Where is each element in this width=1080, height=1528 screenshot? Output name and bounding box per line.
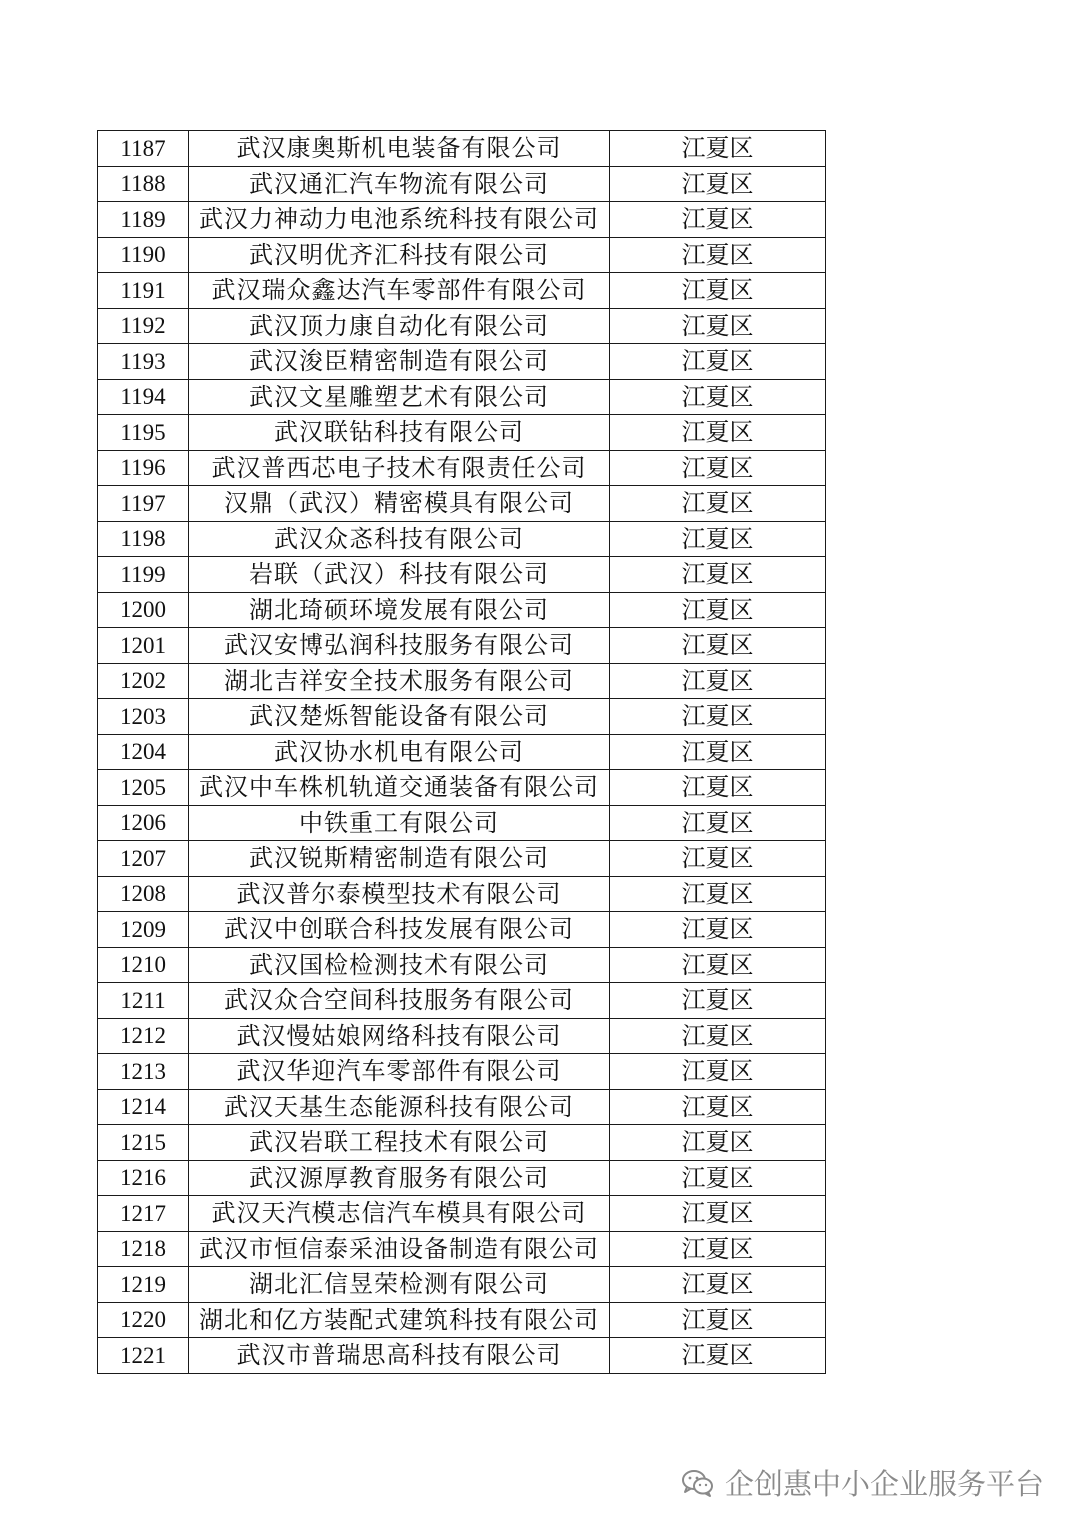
district: 江夏区 — [610, 1089, 826, 1125]
district: 江夏区 — [610, 1054, 826, 1090]
table-row — [98, 1196, 826, 1232]
table-row — [98, 983, 826, 1019]
district: 江夏区 — [610, 237, 826, 273]
company-name: 岩联（武汉）科技有限公司 — [189, 557, 610, 593]
row-number: 1195 — [98, 415, 189, 451]
table-row — [98, 628, 826, 664]
company-name: 武汉岩联工程技术有限公司 — [189, 1125, 610, 1161]
row-number: 1194 — [98, 379, 189, 415]
table-row — [98, 237, 826, 273]
district: 江夏区 — [610, 1196, 826, 1232]
table-row — [98, 1267, 826, 1303]
table-row — [98, 486, 826, 522]
watermark-text: 企创惠中小企业服务平台 — [724, 1467, 1044, 1501]
district: 江夏区 — [610, 202, 826, 238]
district: 江夏区 — [610, 983, 826, 1019]
district: 江夏区 — [610, 521, 826, 557]
table-row — [98, 699, 826, 735]
row-number: 1191 — [98, 273, 189, 309]
company-name: 武汉协水机电有限公司 — [189, 734, 610, 770]
district: 江夏区 — [610, 1302, 826, 1338]
table-row — [98, 1018, 826, 1054]
company-name: 武汉明优齐汇科技有限公司 — [189, 237, 610, 273]
table-row — [98, 273, 826, 309]
district: 江夏区 — [610, 663, 826, 699]
company-name: 汉鼎（武汉）精密模具有限公司 — [189, 486, 610, 522]
table-body — [98, 131, 826, 1374]
company-list-table — [97, 130, 826, 1374]
table-row — [98, 1338, 826, 1374]
table-row — [98, 734, 826, 770]
table-row — [98, 912, 826, 948]
company-name: 武汉通汇汽车物流有限公司 — [189, 166, 610, 202]
table-row — [98, 415, 826, 451]
district: 江夏区 — [610, 770, 826, 806]
table-row — [98, 592, 826, 628]
company-name: 武汉康奥斯机电装备有限公司 — [189, 131, 610, 167]
district: 江夏区 — [610, 1018, 826, 1054]
row-number: 1211 — [98, 983, 189, 1019]
district: 江夏区 — [610, 1160, 826, 1196]
row-number: 1202 — [98, 663, 189, 699]
company-name: 湖北汇信昱荣检测有限公司 — [189, 1267, 610, 1303]
district: 江夏区 — [610, 699, 826, 735]
row-number: 1203 — [98, 699, 189, 735]
district: 江夏区 — [610, 131, 826, 167]
district: 江夏区 — [610, 805, 826, 841]
row-number: 1187 — [98, 131, 189, 167]
table-row — [98, 308, 826, 344]
district: 江夏区 — [610, 415, 826, 451]
table-row — [98, 841, 826, 877]
row-number: 1215 — [98, 1125, 189, 1161]
district: 江夏区 — [610, 876, 826, 912]
table-row — [98, 166, 826, 202]
row-number: 1218 — [98, 1231, 189, 1267]
district: 江夏区 — [610, 450, 826, 486]
district: 江夏区 — [610, 308, 826, 344]
company-name: 武汉天汽模志信汽车模具有限公司 — [189, 1196, 610, 1232]
company-name: 武汉源厚教育服务有限公司 — [189, 1160, 610, 1196]
table-row — [98, 1125, 826, 1161]
row-number: 1220 — [98, 1302, 189, 1338]
district: 江夏区 — [610, 1338, 826, 1374]
district: 江夏区 — [610, 734, 826, 770]
row-number: 1189 — [98, 202, 189, 238]
company-name: 武汉天基生态能源科技有限公司 — [189, 1089, 610, 1125]
table-row — [98, 770, 826, 806]
table-row — [98, 202, 826, 238]
district: 江夏区 — [610, 912, 826, 948]
district: 江夏区 — [610, 379, 826, 415]
table-row — [98, 1160, 826, 1196]
table-row — [98, 947, 826, 983]
table-row — [98, 379, 826, 415]
district: 江夏区 — [610, 1267, 826, 1303]
row-number: 1214 — [98, 1089, 189, 1125]
table-row — [98, 450, 826, 486]
table-row — [98, 521, 826, 557]
company-name: 中铁重工有限公司 — [189, 805, 610, 841]
company-name: 武汉中车株机轨道交通装备有限公司 — [189, 770, 610, 806]
row-number: 1212 — [98, 1018, 189, 1054]
company-name: 武汉浚臣精密制造有限公司 — [189, 344, 610, 380]
company-name: 湖北和亿方装配式建筑科技有限公司 — [189, 1302, 610, 1338]
row-number: 1198 — [98, 521, 189, 557]
watermark — [681, 1462, 1044, 1503]
table-row — [98, 805, 826, 841]
row-number: 1200 — [98, 592, 189, 628]
table-row — [98, 1089, 826, 1125]
company-name: 武汉楚烁智能设备有限公司 — [189, 699, 610, 735]
district: 江夏区 — [610, 344, 826, 380]
row-number: 1197 — [98, 486, 189, 522]
row-number: 1190 — [98, 237, 189, 273]
row-number: 1213 — [98, 1054, 189, 1090]
district: 江夏区 — [610, 592, 826, 628]
company-name: 湖北吉祥安全技术服务有限公司 — [189, 663, 610, 699]
row-number: 1217 — [98, 1196, 189, 1232]
row-number: 1219 — [98, 1267, 189, 1303]
district: 江夏区 — [610, 1231, 826, 1267]
company-name: 武汉众合空间科技服务有限公司 — [189, 983, 610, 1019]
company-name: 武汉普尔泰模型技术有限公司 — [189, 876, 610, 912]
row-number: 1193 — [98, 344, 189, 380]
row-number: 1201 — [98, 628, 189, 664]
row-number: 1208 — [98, 876, 189, 912]
district: 江夏区 — [610, 273, 826, 309]
table-row — [98, 344, 826, 380]
district: 江夏区 — [610, 947, 826, 983]
table-row — [98, 876, 826, 912]
company-name: 武汉市普瑞思高科技有限公司 — [189, 1338, 610, 1374]
company-name: 武汉联钻科技有限公司 — [189, 415, 610, 451]
district: 江夏区 — [610, 557, 826, 593]
company-name: 武汉市恒信泰采油设备制造有限公司 — [189, 1231, 610, 1267]
row-number: 1207 — [98, 841, 189, 877]
company-name: 武汉安博弘润科技服务有限公司 — [189, 628, 610, 664]
table-row — [98, 1302, 826, 1338]
row-number: 1188 — [98, 166, 189, 202]
company-name: 武汉力神动力电池系统科技有限公司 — [189, 202, 610, 238]
company-name: 武汉国检检测技术有限公司 — [189, 947, 610, 983]
row-number: 1221 — [98, 1338, 189, 1374]
company-name: 湖北琦硕环境发展有限公司 — [189, 592, 610, 628]
row-number: 1199 — [98, 557, 189, 593]
row-number: 1204 — [98, 734, 189, 770]
district: 江夏区 — [610, 1125, 826, 1161]
row-number: 1192 — [98, 308, 189, 344]
table-row — [98, 1054, 826, 1090]
district: 江夏区 — [610, 628, 826, 664]
company-name: 武汉华迎汽车零部件有限公司 — [189, 1054, 610, 1090]
company-name: 武汉中创联合科技发展有限公司 — [189, 912, 610, 948]
row-number: 1209 — [98, 912, 189, 948]
company-name: 武汉普西芯电子技术有限责任公司 — [189, 450, 610, 486]
row-number: 1196 — [98, 450, 189, 486]
row-number: 1210 — [98, 947, 189, 983]
row-number: 1205 — [98, 770, 189, 806]
district: 江夏区 — [610, 166, 826, 202]
table-row — [98, 557, 826, 593]
wechat-icon — [681, 1468, 715, 1498]
company-name: 武汉慢姑娘网络科技有限公司 — [189, 1018, 610, 1054]
district: 江夏区 — [610, 486, 826, 522]
company-name: 武汉顶力康自动化有限公司 — [189, 308, 610, 344]
table-row — [98, 663, 826, 699]
district: 江夏区 — [610, 841, 826, 877]
row-number: 1206 — [98, 805, 189, 841]
table-row — [98, 1231, 826, 1267]
company-name: 武汉瑞众鑫达汽车零部件有限公司 — [189, 273, 610, 309]
company-name: 武汉众忞科技有限公司 — [189, 521, 610, 557]
row-number: 1216 — [98, 1160, 189, 1196]
table-row — [98, 131, 826, 167]
company-name: 武汉锐斯精密制造有限公司 — [189, 841, 610, 877]
company-name: 武汉文星雕塑艺术有限公司 — [189, 379, 610, 415]
